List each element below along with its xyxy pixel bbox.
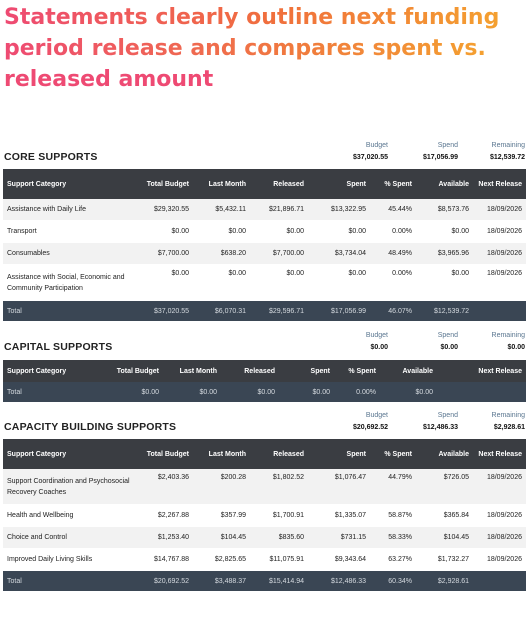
capacity-building-table — [3, 439, 526, 591]
spend-summary: Spend $12,486.33 — [403, 412, 458, 431]
table-row: Assistance with Daily Life $29,320.55 $5,432.11 $21,896.71 $13,322.95 45.44% $8,573.76 18/09/2026 — [3, 199, 526, 221]
remaining-value: $12,539.72 — [489, 154, 525, 161]
total-row: Total $37,020.55 $6,070.31 $29,596.71 $17,056.99 46.07% $12,539.72 — [3, 301, 526, 322]
headline-line-3: released amount — [4, 67, 214, 92]
section-title: CAPITAL SUPPORTS — [4, 341, 113, 353]
table-header-row: Support Category Total Budget Last Month Released Spent % Spent Available Next Release — [3, 439, 526, 469]
budget-summary: Budget $37,020.55 — [333, 142, 388, 161]
table-row: Health and Wellbeing $2,267.88 $357.99 $1,700.91 $1,335.07 58.87% $365.84 18/09/2026 — [3, 505, 526, 527]
spend-value: $17,056.99 — [422, 154, 458, 161]
table-row: Choice and Control $1,253.40 $104.45 $835.60 $731.15 58.33% $104.45 18/08/2026 — [3, 527, 526, 549]
headline-line-2: period release and compares spent vs. — [4, 33, 486, 64]
section-title: CORE SUPPORTS — [4, 151, 98, 163]
core-supports-section — [3, 140, 526, 325]
budget-summary: Budget $0.00 — [333, 332, 388, 351]
table-row: Consumables $7,700.00 $638.20 $7,700.00 $3,734.04 48.49% $3,965.96 18/09/2026 — [3, 243, 526, 265]
remaining-value: $2,928.61 — [493, 424, 525, 431]
budget-summary: Budget $20,692.52 — [333, 412, 388, 431]
headline-line-1: Statements clearly outline next funding — [4, 2, 499, 33]
budget-value: $37,020.55 — [352, 154, 388, 161]
remaining-value: $0.00 — [507, 344, 525, 351]
remaining-summary: Remaining $2,928.61 — [468, 412, 525, 431]
table-row: Transport $0.00 $0.00 $0.00 $0.00 0.00% $0.00 18/09/2026 — [3, 221, 526, 243]
table-header-row: Support Category Total Budget Last Month Released Spent % Spent Available Next Release — [3, 360, 526, 382]
total-row: Total $20,692.52 $3,488.37 $15,414.94 $12,486.33 60.34% $2,928.61 — [3, 571, 526, 592]
remaining-summary: Remaining $12,539.72 — [468, 142, 525, 161]
spend-value: $12,486.33 — [422, 424, 458, 431]
table-row: Assistance with Social, Economic and Community Participation $0.00 $0.00 $0.00 $0.00 0.00% $0.00 18/09/2026 — [3, 265, 526, 301]
capital-supports-section — [3, 330, 526, 405]
headline — [4, 2, 524, 95]
spend-value: $0.00 — [440, 344, 458, 351]
table-row: Support Coordination and Psychosocial Recovery Coaches $2,403.36 $200.28 $1,802.52 $1,076.47 44.79% $726.05 18/09/2026 — [3, 469, 526, 505]
capacity-building-section — [3, 410, 526, 595]
spend-summary: Spend $0.00 — [403, 332, 458, 351]
total-row: Total $0.00 $0.00 $0.00 $0.00 0.00% $0.00 — [3, 382, 526, 402]
remaining-summary: Remaining $0.00 — [468, 332, 525, 351]
core-supports-table — [3, 169, 526, 321]
spend-summary: Spend $17,056.99 — [403, 142, 458, 161]
budget-value: $20,692.52 — [352, 424, 388, 431]
section-title: CAPACITY BUILDING SUPPORTS — [4, 421, 177, 433]
table-row: Improved Daily Living Skills $14,767.88 $2,825.65 $11,075.91 $9,343.64 63.27% $1,732.27 18/09/2026 — [3, 549, 526, 571]
budget-value: $0.00 — [370, 344, 388, 351]
capital-supports-table — [3, 360, 526, 402]
table-header-row: Support Category Total Budget Last Month Released Spent % Spent Available Next Release — [3, 169, 526, 199]
